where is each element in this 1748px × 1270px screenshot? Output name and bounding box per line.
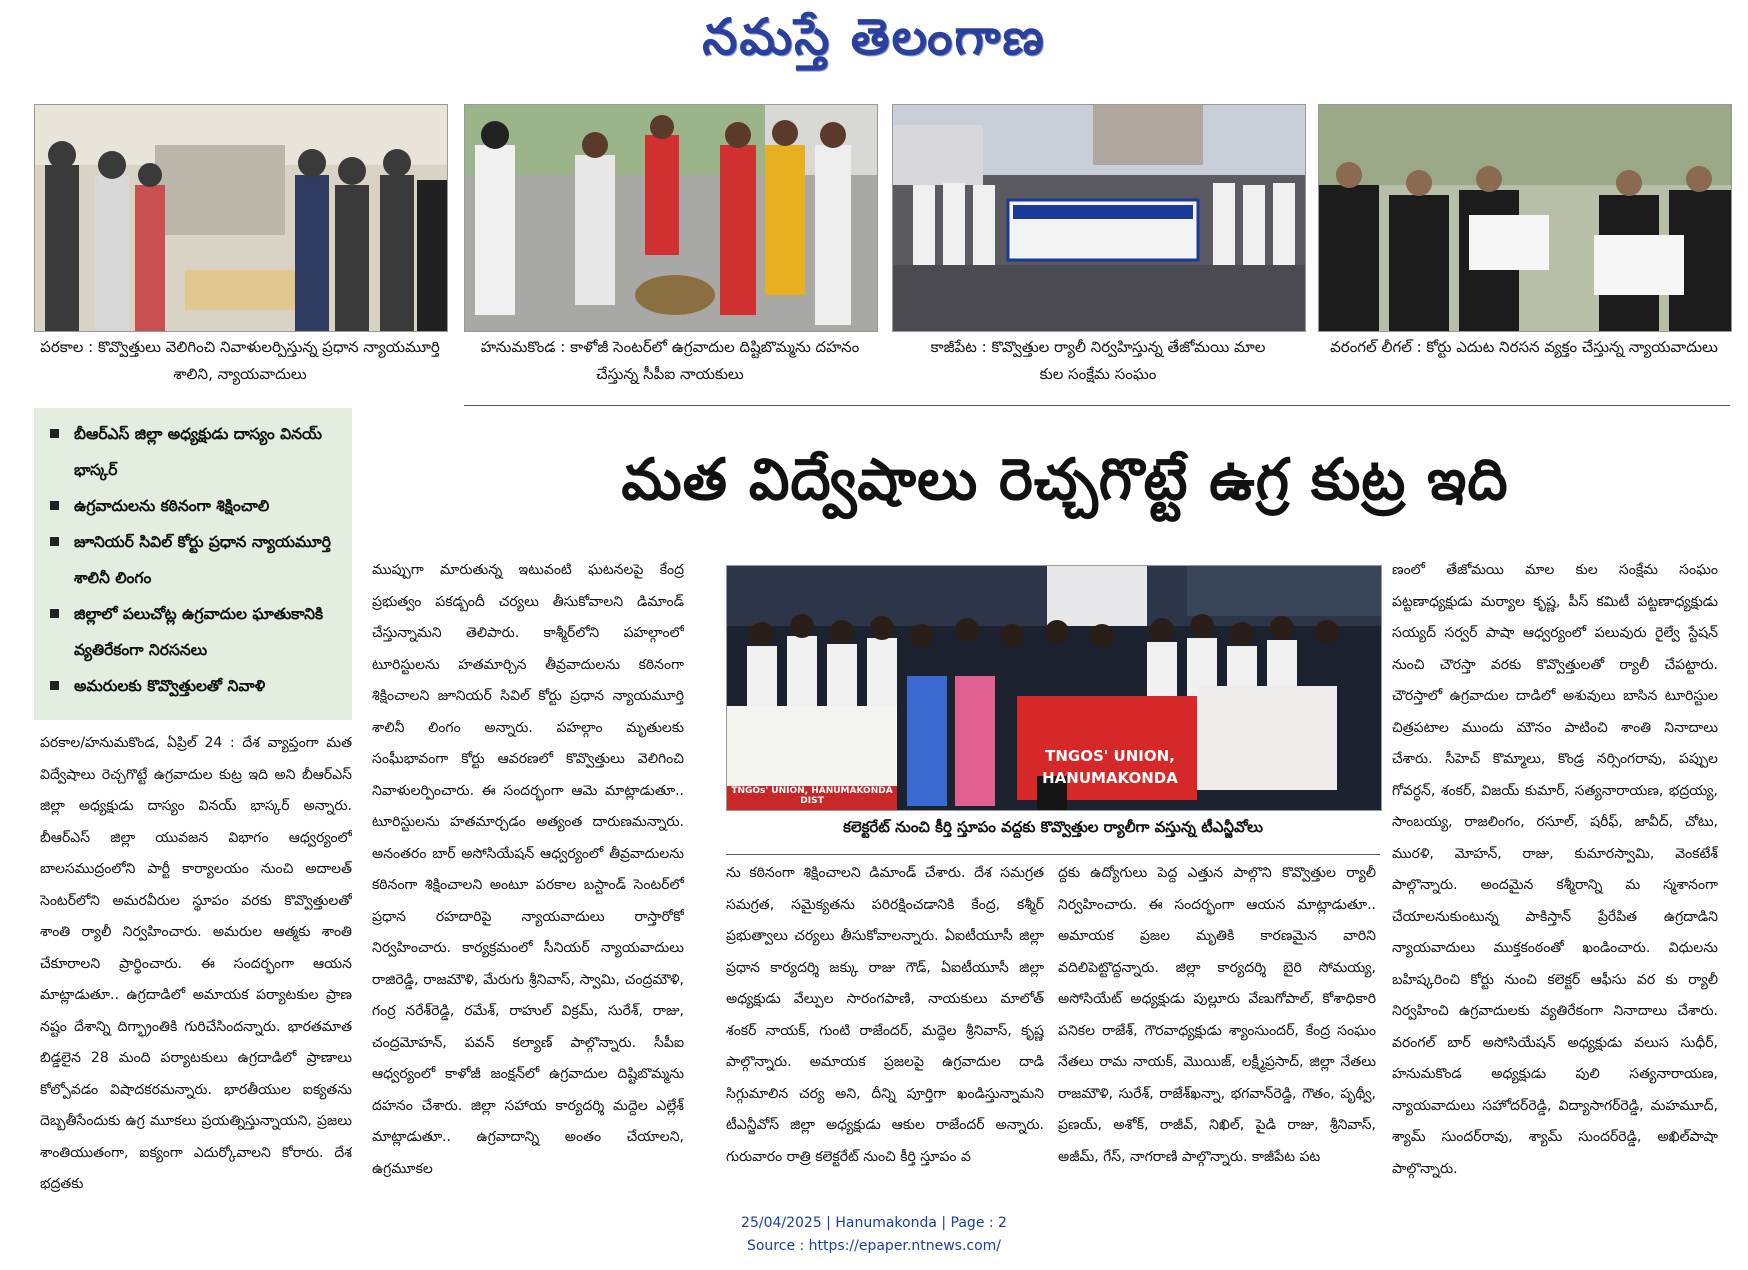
photo-parakala [34,104,448,332]
caption-divider [464,405,1730,406]
headline: మత విద్వేషాలు రెచ్చగొట్టే ఉగ్ర కుట్ర ఇది [621,447,1509,513]
photo-caption-warangal-legal: వరంగల్ లీగల్ : కోర్టు ఎదుట నిరసన వ్యక్తం చేస్తున్న న్యాయవాదులు [1330,338,1718,356]
key-point: ఉగ్రవాదులను కఠినంగా శిక్షించాలి [44,488,346,524]
bullet-icon [50,429,59,438]
bullet-icon [50,609,59,618]
photo-kazipet [892,104,1306,332]
center-caption-divider [726,854,1380,855]
footer-date-page: 25/04/2025 | Hanumakonda | Page : 2 [741,1215,1007,1231]
photo-caption-parakala: పరకాల : కొవ్వొత్తులు వెలిగించి నివాళులర్పిస్తున్న ప్రధాన న్యాయమూర్తి శాలిని, న్యాయవాదులు [40,338,440,383]
photo-caption-hanumakonda: హనుమకొండ : కాళోజీ సెంటర్‌లో ఉగ్రవాదుల దిష్టిబొమ్మను దహనం చేస్తున్న సీపీఐ నాయకులు [480,338,860,383]
rally-small-banner-text: TNGOs' UNION, HANUMAKONDA DIST [731,786,893,806]
article-column-5 [1392,555,1718,1196]
key-points-box [34,408,352,720]
masthead: నమస్తే తెలంగాణ [702,8,1046,66]
article-column-4 [1058,858,1376,1196]
key-point: అమరులకు కొవ్వొత్తులతో నివాళి [44,668,346,704]
key-point: జిల్లాలో పలుచోట్ల ఉగ్రవాదుల ఘాతుకానికి వ్యతిరేకంగా నిరసనలు [44,596,346,668]
photo-hanumakonda [464,104,878,332]
center-photo-caption: కలెక్టరేట్ నుంచి కీర్తి స్తూపం వద్దకు కొవ్వొత్తుల ర్యాలీగా వస్తున్న టీఎన్జీవోలు [843,818,1263,836]
key-point: జూనియర్ సివిల్ కోర్టు ప్రధాన న్యాయమూర్తి శాలినీ లింగం [44,524,346,596]
bullet-icon [50,501,59,510]
article-column-3 [726,858,1044,1196]
footer-source: Source : https://epaper.ntnews.com/ [746,1238,1002,1254]
article-column-2 [372,555,684,1196]
bullet-icon [50,537,59,546]
photo-warangal-legal [1318,104,1732,332]
key-point: బీఆర్ఎస్ జిల్లా అధ్యక్షుడు దాస్యం వినయ్ భాస్కర్ [44,416,346,488]
article-text: పరకాల/హనుమకొండ, ఏప్రిల్ 24 : దేశ వ్యాప్తంగా మత విద్వేషాలు రెచ్చగొట్టే ఉగ్రవాదుల కుట్ర ఇది అని బీఆర్ఎస్ జిల్లా అధ్యక్షుడు దాస్యం వినయ్ భాస్కర్ అన్నారు. బీఆర్ఎస్ జిల్లా యువజన విభాగం ఆధ్వర్యంలో బాలసముద్రంలోని పార్టీ కార్యాలయం నుంచి అదాలత్ సెంటర్‌లోని అమరవీరుల స్థూపం వరకు కొవ్వొత్తులతో శాంతి ర్యాలీ నిర్వహించారు. అమరుల ఆత్మకు శాంతి చేకూరాలని ప్రార్థించారు. ఈ సందర్భంగా ఆయన మాట్లాడుతూ.. ఉగ్రదాడిలో అమాయక పర్యాటకుల ప్రాణ నష్టం దేశాన్ని దిగ్భ్రాంతికి గురిచేసిందన్నారు. భారతమాత బిడ్డలైన 28 మంది పర్యాటకులు ఉగ్రదాడిలో ప్రాణాలు కోల్పోవడం విషాదకరమన్నారు. భారతీయుల ఐక్యతను దెబ్బతీసేందుకు ఉగ్ర మూకలు ప్రయత్నిస్తున్నాయని, ప్రజలు శాంతియుతంగా, ఐక్యంగా ఎదుర్కోవాలని కోరారు. దేశ భద్రతకు [40,735,352,1192]
photo-caption-kazipet: కాజీపేట : కొవ్వొత్తుల ర్యాలీ నిర్వహిస్తున్న తేజోమయి మాల కుల సంక్షేమ సంఘం [930,338,1266,383]
article-text: ను కఠినంగా శిక్షించాలని డిమాండ్ చేశారు. దేశ సమగ్రత సమగ్రత, సమైక్యతను పరిరక్షించడానికి కేంద్ర, కశ్మీర్ ప్రభుత్వాలు చర్యలు తీసుకోవాలన్నారు. ఏఐటీయూసీ జిల్లా ప్రధాన కార్యదర్శి జక్కు రాజు గౌడ్, ఏఐటీయూసీ జిల్లా అధ్యక్షుడు వేల్పుల సారంగపాణి, నాయకులు మాలోత్ శంకర్ నాయక్, గుంటి రాజేందర్, మద్దెల శ్రీనివాస్, కృష్ణ పాల్గొన్నారు. అమాయక ప్రజలపై ఉగ్రవాదుల దాడి సిగ్గుమాలిన చర్య అని, దీన్ని పూర్తిగా ఖండిస్తున్నామని టీఎన్జీవోస్ జిల్లా అధ్యక్షుడు ఆకుల రాజేందర్ అన్నారు. గురువారం రాత్రి కలెక్టరేట్ నుంచి కీర్తి స్తూపం వ [726,865,1044,1165]
bullet-icon [50,681,59,690]
article-text: ద్దకు ఉద్యోగులు పెద్ద ఎత్తున పాల్గొని కొవ్వొత్తుల ర్యాలీ నిర్వహించారు. ఈ సందర్భంగా ఆయన మాట్లాడుతూ.. అమాయక ప్రజల మృతికి కారణమైన వారిని వదిలిపెట్టొద్దన్నారు. జిల్లా కార్యదర్శి బైరి సోమయ్య, అసోసియేట్ అధ్యక్షుడు పుల్లూరు వేణుగోపాల్, కోశాధికారి పనికల రాజేశ్, గౌరవాధ్యక్షుడు శ్యాంసుందర్, కేంద్ర సంఘం నేతలు రామ నాయక్, మొయిజ్, లక్ష్మీప్రసాద్, జిల్లా నేతలు రాజమౌళి, సురేశ్, రాజేశ్‌ఖన్నా, భగవాన్‌రెడ్డి, గౌతం, పృథ్వీ, ప్రణయ్, అశోక్, రాజీవ్, నిఖిల్, పైడి రాజు, శ్రీనివాస్, అజీమ్, గేస్, నాగరాణి పాల్గొన్నారు. కాజీపేట పట [1058,865,1376,1165]
rally-banner-text: TNGOS' UNION, HANUMAKONDA [1042,747,1178,787]
article-text: ణంలో తేజోమయి మాల కుల సంక్షేమ సంఘం పట్టణాధ్యక్షుడు మర్యాల కృష్ణ, పీస్ కమిటీ పట్టణాధ్యక్షుడు సయ్యద్ సర్వర్ పాషా ఆధ్వర్యంలో పలువురు రైల్వే స్టేషన్ నుంచి చౌరస్తా వరకు కొవ్వొత్తులతో ర్యాలీ చేపట్టారు. చౌరస్తాలో ఉగ్రవాదుల దాడిలో అశువులు బాసిన టూరిస్టుల చిత్రపటాల ముందు మౌనం పాటించి శాంతి నినాదాలు చేశారు. సీహెచ్ కొమ్మాలు, కొండ్ర నర్సింగరావు, పప్పుల గోవర్ధన్, శంకర్, విజయ్ కుమార్, సత్యనారాయణ, భద్రయ్య, సాంబయ్య, రాజలింగం, రసూల్, షరీఫ్, జావీద్, చోటు, మురళి, మోహన్, రాజు, కుమారస్వామి, వెంకటేశ్ పాల్గొన్నారు. అందమైన కశ్మీరాన్ని మ స్మశానంగా చేయాలనుకుంటున్న పాకిస్తాన్ ప్రేరేపిత ఉగ్రదాడిని న్యాయవాదులు ముక్తకంఠంతో ఖండించారు. విధులను బహిష్కరించి కోర్టు నుంచి కలెక్టర్ ఆఫీసు వర కు ర్యాలీ నిర్వహించి ఉగ్రవాదులకు వ్యతిరేకంగా నినాదాలు చేశారు. వరంగల్ బార్ అసోసియేషన్ అధ్యక్షుడు వలుస సుధీర్, హనుమకొండ అధ్యక్షుడు పులి సత్యనారాయణ, న్యాయవాదులు సహోదర్‌రెడ్డి, విద్యాసాగర్‌రెడ్డి, మహమూద్, శ్యామ్ సుందర్‌రావు, శ్యామ్ సుందర్‌రెడ్డి, అఖిల్‌పాషా పాల్గొన్నారు. [1392,562,1718,1177]
article-column-1 [40,728,352,1196]
article-text: ముప్పుగా మారుతున్న ఇటువంటి ఘటనలపై కేంద్ర ప్రభుత్వం పకడ్బందీ చర్యలు తీసుకోవాలని డిమాండ్ చేస్తున్నామని తెలిపారు. కాశ్మీర్‌లోని పహల్గాంలో టూరిస్టులను హతమార్చిన తీవ్రవాదులను కఠినంగా శిక్షించాలని జూనియర్ సివిల్ కోర్టు ప్రధాన న్యాయమూర్తి శాలినీ లింగం అన్నారు. పహల్గాం మృతులకు సంఘీభావంగా కోర్టు ఆవరణలో కొవ్వొత్తులు వెలిగించి నివాళులర్పించారు. ఈ సందర్భంగా ఆమె మాట్లాడుతూ.. టూరిస్టులను హతమార్చడం అత్యంత దారుణమన్నారు. అనంతరం బార్ అసోసియేషన్ ఆధ్వర్యంలో తీవ్రవాదులను కఠినంగా శిక్షించాలని అంటూ పరకాల బస్టాండ్ సెంటర్‌లో ప్రధాన రహదారిపై న్యాయవాదులు రాస్తారోకో నిర్వహించారు. కార్యక్రమంలో సీనియర్ న్యాయవాదులు రాజిరెడ్డి, రాజమౌళి, మేరుగు శ్రీనివాస్, స్వామి, చంద్రమౌళి, గంర్ర నరేశ్‌రెడ్డి, రమేశ్, రాహుల్ విక్రమ్, సురేశ్, రాజు, చంద్రమోహన్, పవన్ కల్యాణ్ పాల్గొన్నారు. సీపీఐ ఆధ్వర్యంలో కాళోజీ జంక్షన్‌లో ఉగ్రవాదుల దిష్టిబొమ్మను దహనం చేశారు. జిల్లా సహాయ కార్యదర్శి మద్దెల ఎల్లేశ్ మాట్లాడుతూ.. ఉగ్రవాదాన్ని అంతం చేయాలని, ఉగ్రమూకల [372,562,684,1177]
